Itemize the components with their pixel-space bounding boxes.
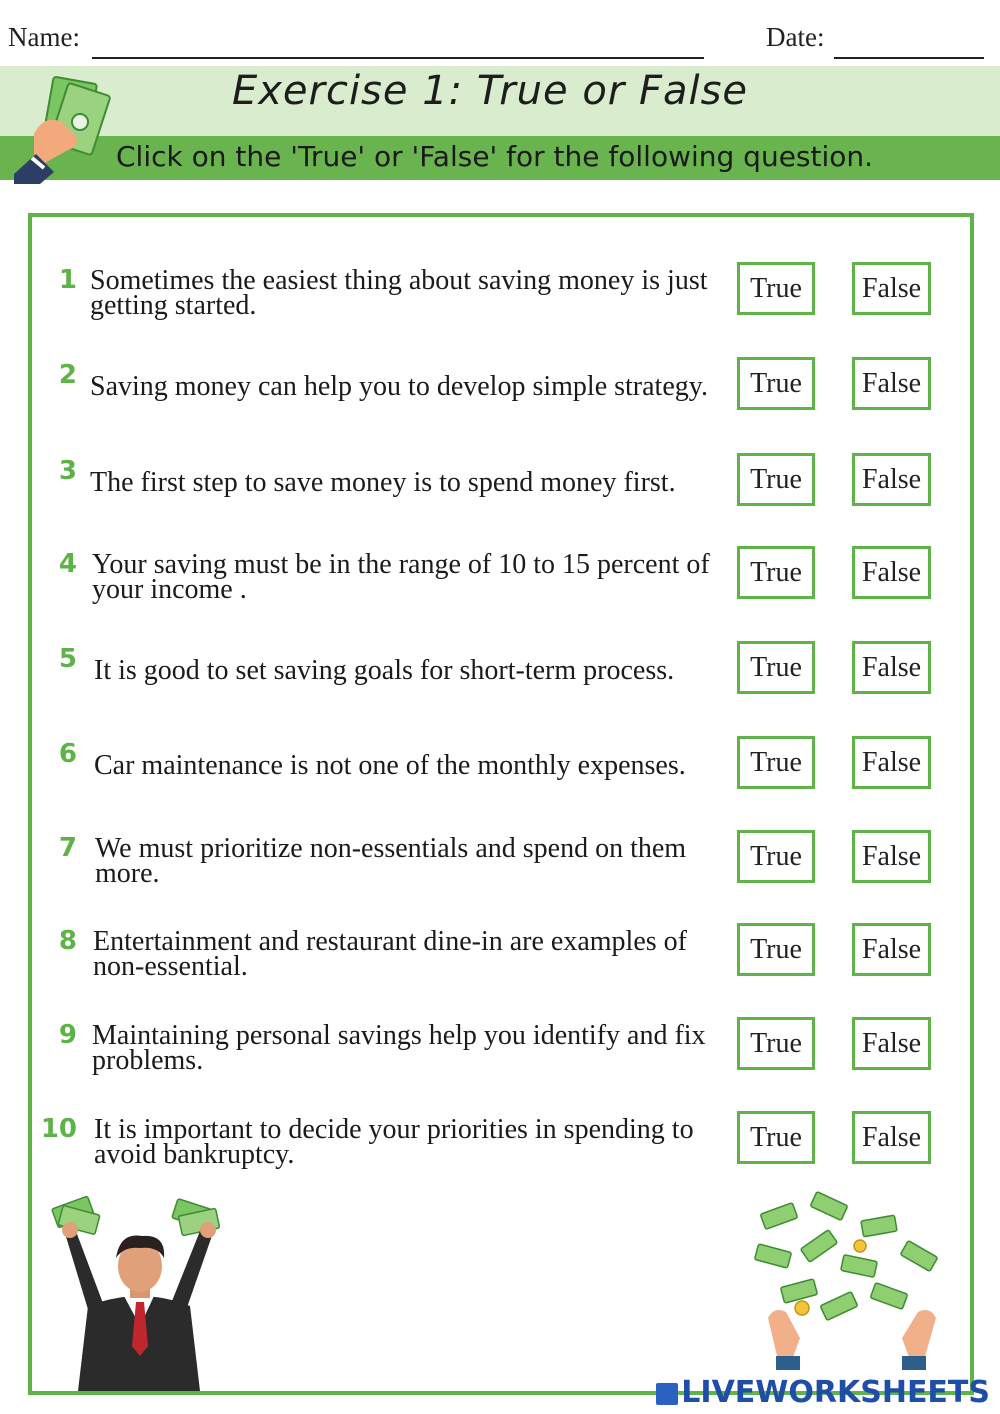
false-button[interactable]: False	[852, 1111, 931, 1164]
name-line	[92, 57, 704, 59]
false-button[interactable]: False	[852, 453, 931, 506]
true-button[interactable]: True	[737, 1111, 815, 1164]
question-number: 9	[58, 1020, 77, 1050]
question-number: 1	[58, 265, 77, 295]
question-text: The first step to save money is to spend money first.	[90, 467, 676, 498]
question-number: 4	[58, 549, 77, 579]
true-button[interactable]: True	[737, 453, 815, 506]
liveworksheets-watermark	[656, 1375, 990, 1410]
false-button[interactable]: False	[852, 830, 931, 883]
question-number: 8	[58, 926, 77, 956]
false-button[interactable]: False	[852, 641, 931, 694]
question-text: It is important to decide your priorities in spending to avoid bankruptcy.	[94, 1114, 694, 1170]
false-button[interactable]: False	[852, 923, 931, 976]
question-number: 10	[40, 1114, 77, 1144]
true-button[interactable]: True	[737, 641, 815, 694]
question-text: Saving money can help you to develop simple strategy.	[90, 371, 708, 402]
question-text: Car maintenance is not one of the monthly expenses.	[94, 750, 686, 781]
true-button[interactable]: True	[737, 923, 815, 976]
question-number: 2	[58, 360, 77, 390]
question-text: Sometimes the easiest thing about saving money is just getting started.	[90, 265, 708, 321]
question-text: It is good to set saving goals for short-term process.	[94, 655, 675, 686]
false-button[interactable]: False	[852, 262, 931, 315]
businessman-illustration	[50, 1196, 230, 1391]
name-label: Name:	[8, 22, 80, 52]
false-button[interactable]: False	[852, 357, 931, 410]
instruction-text: Click on the 'True' or 'False' for the following question.	[116, 140, 874, 173]
money-hand-icon	[14, 74, 114, 184]
money-rain-illustration	[752, 1188, 952, 1378]
question-number: 7	[58, 833, 77, 863]
date-label: Date:	[766, 22, 825, 52]
question-text: Maintaining personal savings help you identify and fix problems.	[92, 1020, 706, 1076]
question-text: Entertainment and restaurant dine-in are examples of non-essential.	[93, 926, 687, 982]
false-button[interactable]: False	[852, 546, 931, 599]
question-number: 3	[58, 456, 77, 486]
false-button[interactable]: False	[852, 1017, 931, 1070]
liveworksheets-logo-icon	[656, 1383, 678, 1405]
watermark-text: LIVEWORKSHEETS	[681, 1375, 990, 1410]
date-line	[834, 57, 984, 59]
question-text: Your saving must be in the range of 10 to 15 percent of your income .	[92, 549, 710, 605]
question-text: We must prioritize non-essentials and spend on them more.	[95, 833, 687, 889]
true-button[interactable]: True	[737, 546, 815, 599]
question-number: 6	[58, 739, 77, 769]
true-button[interactable]: True	[737, 262, 815, 315]
page-title: Exercise 1: True or False	[231, 68, 749, 114]
false-button[interactable]: False	[852, 736, 931, 789]
true-button[interactable]: True	[737, 357, 815, 410]
true-button[interactable]: True	[737, 830, 815, 883]
true-button[interactable]: True	[737, 736, 815, 789]
question-number: 5	[58, 644, 77, 674]
true-button[interactable]: True	[737, 1017, 815, 1070]
